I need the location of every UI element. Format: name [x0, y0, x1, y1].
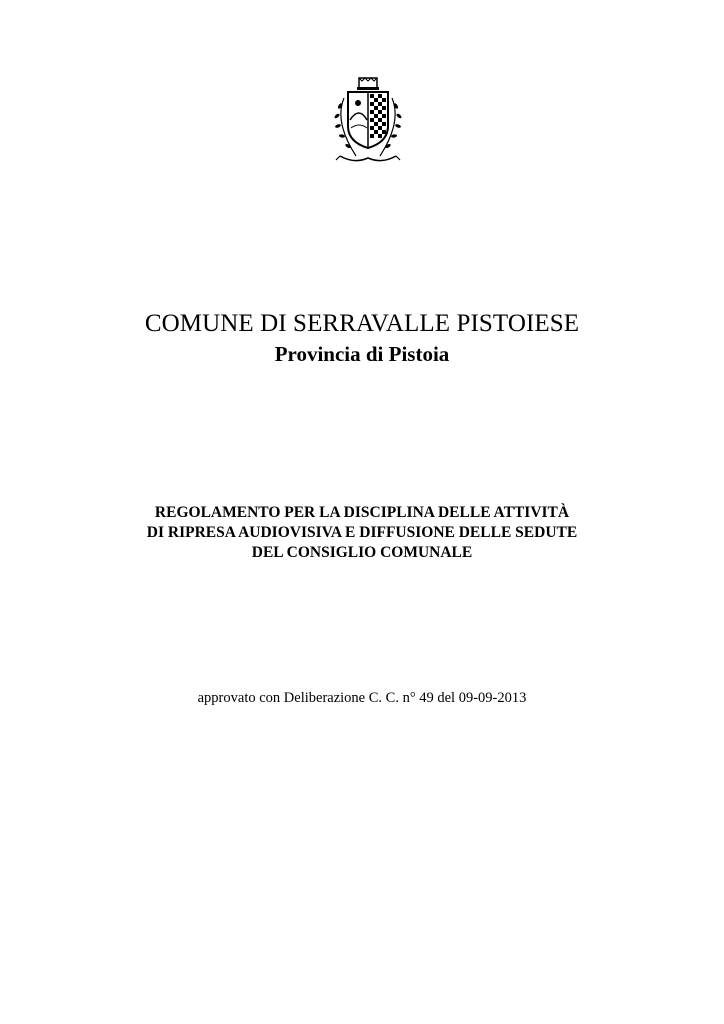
approval-note: approvato con Deliberazione C. C. n° 49 del 09-09-2013 — [197, 690, 527, 706]
province-subtitle: Provincia di Pistoia — [274, 342, 450, 366]
municipality-title: COMUNE DI SERRAVALLE PISTOIESE — [144, 310, 580, 337]
regulation-title-line: REGOLAMENTO PER LA DISCIPLINA DELLE ATTIVITÀ — [154, 504, 570, 521]
coat-of-arms-icon — [326, 76, 410, 166]
regulation-title — [0, 503, 724, 563]
regulation-title-line: DEL CONSIGLIO COMUNALE — [251, 544, 473, 561]
regulation-title-line: DI RIPRESA AUDIOVISIVA E DIFFUSIONE DELLE SEDUTE — [146, 524, 578, 541]
